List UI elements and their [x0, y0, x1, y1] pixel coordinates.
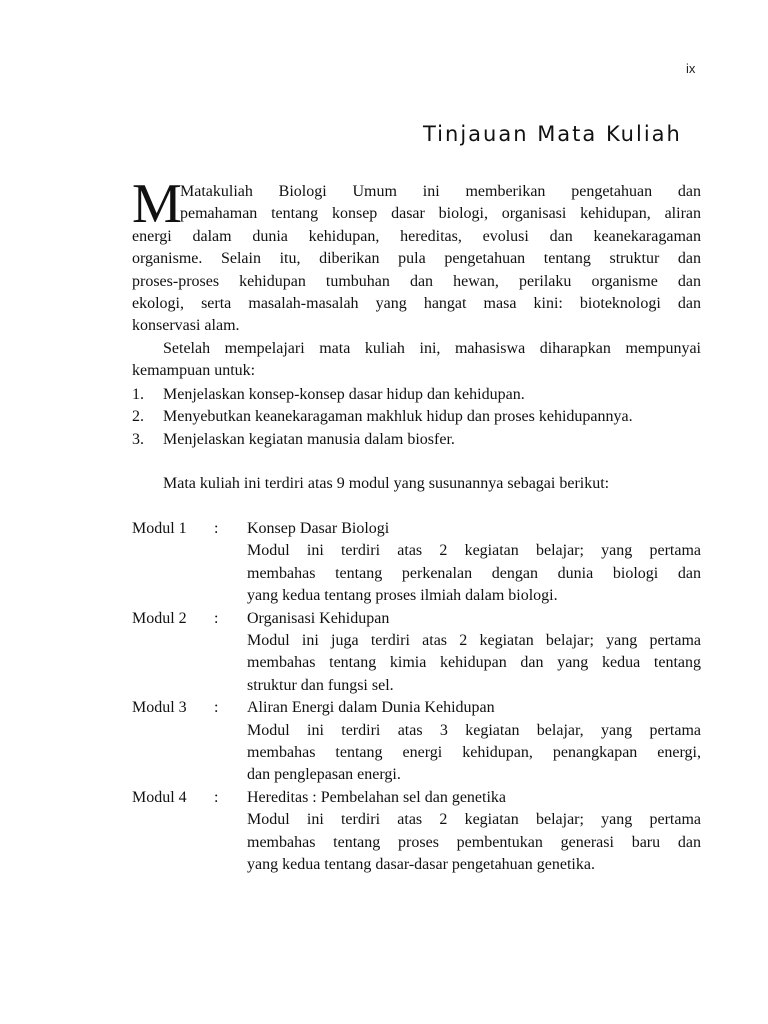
module-desc-line: Modul ini juga terdiri atas 2 kegiatan belajar; yang pertama	[247, 632, 701, 650]
module-colon: :	[214, 520, 219, 537]
module-desc-line: membahas tentang kimia kehidupan dan yang kedua tentang	[247, 654, 701, 672]
module-desc-line: Modul ini terdiri atas 3 kegiatan belajar, yang pertama	[247, 721, 701, 739]
module-colon: :	[214, 699, 219, 717]
objective-text: Menyebutkan keanekaragaman makhluk hidup dan proses kehidupannya.	[163, 408, 633, 426]
module-desc-line: membahas tentang energi kehidupan, penangkapan energi,	[247, 744, 701, 762]
module-colon: :	[214, 609, 219, 627]
module-title: Konsep Dasar Biologi	[247, 520, 390, 537]
intro-line: ekologi, serta masalah-masalah yang hangat masa kini: bioteknologi dan	[132, 295, 701, 313]
paragraph2-line: Setelah mempelajari mata kuliah ini, mahasiswa diharapkan mempunyai	[163, 339, 701, 357]
objective-item	[132, 429, 701, 451]
objective-number: 2.	[132, 408, 144, 426]
modules-list	[132, 518, 701, 877]
paragraph2-line: kemampuan untuk:	[132, 362, 256, 380]
module-desc-line: membahas tentang proses pembentukan generasi baru dan	[247, 833, 701, 851]
intro-line: konservasi alam.	[132, 317, 240, 335]
module-desc-line: yang kedua tentang proses ilmiah dalam biologi.	[247, 587, 558, 605]
module-desc-line: dan penglepasan energi.	[247, 766, 401, 784]
module-label: Modul 3	[132, 699, 187, 717]
intro-paragraph	[132, 173, 701, 383]
page-title: Tinjauan Mata Kuliah	[423, 122, 682, 146]
objective-number: 1.	[132, 386, 144, 403]
objectives-list	[132, 384, 701, 451]
intro-line: organisme. Selain itu, diberikan pula pengetahuan tentang struktur dan	[132, 250, 701, 268]
module-desc-line: Modul ini terdiri atas 2 kegiatan belajar; yang pertama	[247, 811, 701, 829]
intro-line: proses-proses kehidupan tumbuhan dan hewan, perilaku organisme dan	[132, 272, 701, 290]
module-colon: :	[214, 788, 219, 806]
module-title: Organisasi Kehidupan	[247, 609, 390, 627]
module-label: Modul 2	[132, 609, 187, 627]
objective-number: 3.	[132, 430, 144, 448]
module-desc-line: yang kedua tentang dasar-dasar pengetahuan genetika.	[247, 856, 595, 874]
objective-item	[132, 384, 701, 406]
module-entry	[132, 608, 701, 698]
module-desc-line: struktur dan fungsi sel.	[247, 676, 394, 694]
module-entry	[132, 697, 701, 787]
intro-line: pemahaman tentang konsep dasar biologi, organisasi kehidupan, aliran	[180, 205, 701, 223]
module-label: Modul 4	[132, 788, 187, 806]
intro-line: Matakuliah Biologi Umum ini memberikan pengetahuan dan	[180, 183, 701, 200]
drop-cap: M	[132, 173, 182, 235]
objective-text: Menjelaskan konsep-konsep dasar hidup dan kehidupan.	[163, 386, 525, 403]
module-title: Aliran Energi dalam Dunia Kehidupan	[247, 699, 495, 717]
objective-item	[132, 406, 701, 428]
module-label: Modul 1	[132, 520, 187, 537]
objective-text: Menjelaskan kegiatan manusia dalam biosfer.	[163, 430, 455, 448]
module-entry	[132, 787, 701, 877]
module-title: Hereditas : Pembelahan sel dan genetika	[247, 788, 507, 806]
page-number: ix	[686, 61, 696, 76]
module-entry	[132, 518, 701, 608]
module-desc-line: membahas tentang perkenalan dengan dunia biologi dan	[247, 564, 701, 582]
module-desc-line: Modul ini terdiri atas 2 kegiatan belajar; yang pertama	[247, 542, 701, 560]
modules-summary: Mata kuliah ini terdiri atas 9 modul yang susunannya sebagai berikut:	[163, 475, 610, 492]
intro-line: energi dalam dunia kehidupan, hereditas, evolusi dan keanekaragaman	[132, 227, 701, 245]
